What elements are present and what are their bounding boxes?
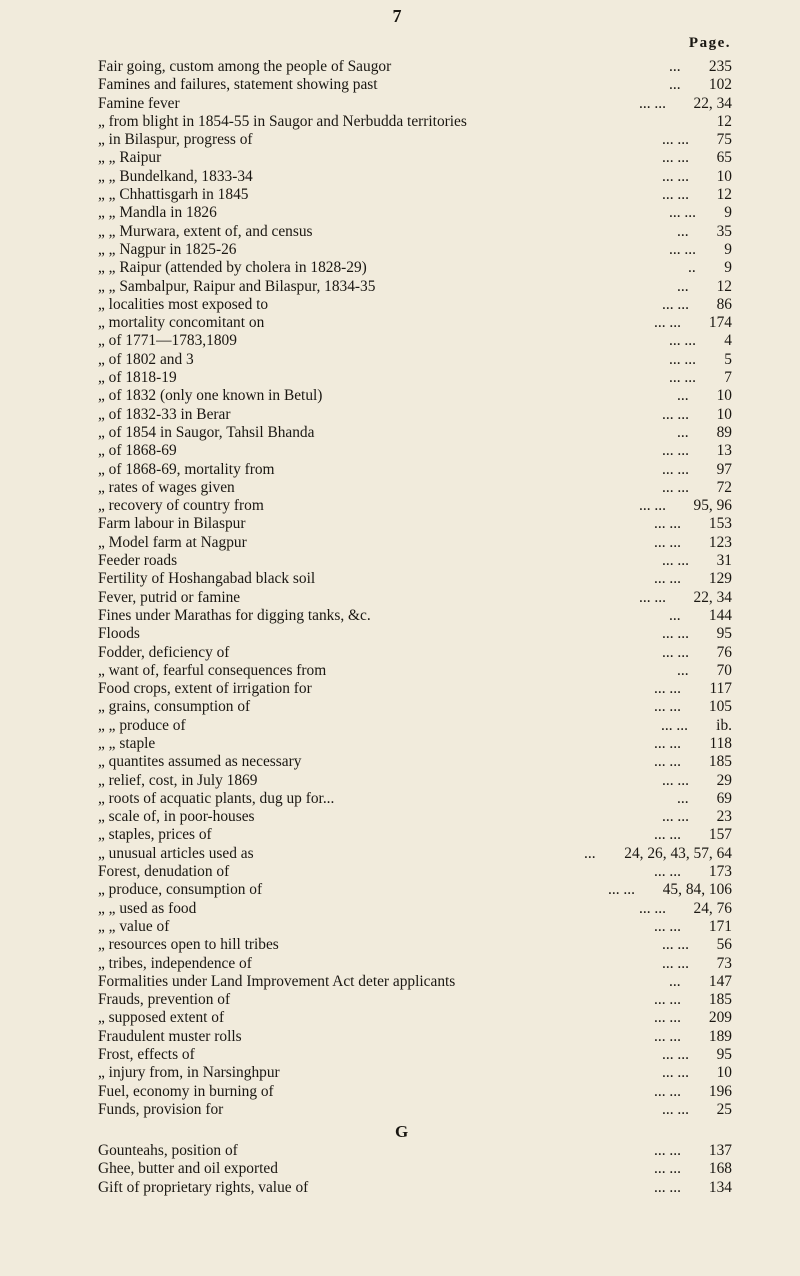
entry-text: Fuel, economy in burning of (98, 1082, 274, 1100)
leader-dots: ... ... (662, 771, 689, 789)
index-entry (98, 442, 732, 460)
entry-text: „ localities most exposed to (98, 295, 269, 313)
page-reference: 24, 76 (693, 899, 732, 917)
index-entry (98, 314, 732, 332)
page-reference: 24, 26, 43, 57, 64 (624, 844, 732, 862)
entry-text: Ghee, butter and oil exported (98, 1160, 278, 1178)
index-entry (98, 241, 732, 259)
leader-dots: ... (677, 423, 689, 441)
entry-text: Gift of proprietary rights, value of (98, 1178, 309, 1196)
page-reference: 31 (716, 552, 732, 570)
page-reference: 10 (716, 1064, 732, 1082)
leader-dots: ... ... (662, 936, 689, 954)
entry-text: „ want of, fearful consequences from (98, 661, 327, 679)
entry-text: „ „ Raipur (attended by cholera in 1828-29) (98, 259, 367, 277)
entry-text: „ in Bilaspur, progress of (98, 131, 253, 149)
page-reference: 95, 96 (693, 497, 732, 515)
page-reference: 117 (709, 680, 732, 698)
page-reference: 69 (716, 789, 732, 807)
entry-text: „ „ Murwara, extent of, and census (98, 222, 313, 240)
leader-dots: ... ... (654, 863, 681, 881)
leader-dots: ... ... (669, 240, 696, 258)
index-entry (98, 955, 732, 973)
leader-dots: ... ... (662, 1046, 689, 1064)
entry-text: Fodder, deficiency of (98, 643, 230, 661)
index-entry (98, 534, 732, 552)
entry-text: „ produce, consumption of (98, 881, 263, 899)
index-entries-g (98, 1142, 732, 1197)
entry-text: Fair going, custom among the people of Saugor (98, 58, 392, 75)
page-reference: 196 (708, 1082, 732, 1100)
leader-dots: ... (669, 606, 681, 624)
section-letter-g: G (395, 1122, 409, 1141)
page-reference: 70 (716, 661, 732, 679)
leader-dots: ... ... (639, 497, 666, 515)
leader-dots: ... ... (662, 167, 689, 185)
index-entry (98, 95, 732, 113)
leader-dots: ... ... (662, 131, 689, 149)
page-reference: 65 (716, 149, 732, 167)
entry-text: „ Model farm at Nagpur (98, 533, 247, 551)
entry-text: Floods (98, 625, 140, 643)
leader-dots: ... ... (654, 1142, 681, 1159)
leader-dots: ... ... (662, 460, 689, 478)
index-entry (98, 772, 732, 790)
page-reference: 10 (716, 167, 732, 185)
index-entry (98, 131, 732, 149)
index-entry (98, 973, 732, 991)
index-entry (98, 589, 732, 607)
index-entry (98, 1101, 732, 1119)
entry-text: Frauds, prevention of (98, 991, 231, 1009)
leader-dots: ... ... (608, 881, 635, 899)
entry-text: „ resources open to hill tribes (98, 936, 279, 954)
entry-text: „ of 1832-33 in Berar (98, 405, 231, 423)
index-entry (98, 149, 732, 167)
page-reference: 12 (716, 277, 732, 295)
leader-dots: .. (688, 259, 696, 277)
entry-text: Famine fever (98, 94, 180, 112)
page-reference: 129 (708, 570, 732, 588)
leader-dots: ... ... (669, 369, 696, 387)
page-reference: 29 (716, 771, 732, 789)
index-entry (98, 387, 732, 405)
index-entry (98, 461, 732, 479)
page-reference: 13 (716, 442, 732, 460)
entry-text: Funds, provision for (98, 1100, 224, 1118)
index-entry (98, 204, 732, 222)
page-reference: 235 (708, 58, 732, 75)
entry-text: „ supposed extent of (98, 1009, 225, 1027)
entry-text: „ of 1868-69 (98, 442, 177, 460)
page-number: 7 (392, 6, 402, 26)
page-reference: 185 (708, 753, 732, 771)
page-reference: 72 (716, 478, 732, 496)
leader-dots: ... ... (669, 332, 696, 350)
index-entry (98, 662, 732, 680)
entry-text: „ staples, prices of (98, 826, 212, 844)
index-entry (98, 881, 732, 899)
entry-text: „ „ Sambalpur, Raipur and Bilaspur, 1834-35 (98, 277, 376, 295)
index-entry (98, 1142, 732, 1160)
page-reference: 105 (708, 698, 732, 716)
leader-dots: ... ... (662, 442, 689, 460)
entry-text: Fever, putrid or famine (98, 588, 241, 606)
page-reference: 89 (716, 423, 732, 441)
page-reference: ib. (716, 716, 732, 734)
page-reference: 4 (724, 332, 732, 350)
index-entry (98, 351, 732, 369)
entry-text: „ rates of wages given (98, 478, 235, 496)
page-reference: 134 (708, 1178, 732, 1196)
leader-dots: ... ... (662, 149, 689, 167)
index-entry (98, 845, 732, 863)
page-reference: 137 (708, 1142, 732, 1159)
leader-dots: ... ... (654, 570, 681, 588)
leader-dots: ... ... (662, 552, 689, 570)
entry-text: „ mortality concomitant on (98, 314, 265, 332)
page-reference: 157 (708, 826, 732, 844)
page-reference: 76 (716, 643, 732, 661)
leader-dots: ... (584, 844, 596, 862)
leader-dots: ... (677, 661, 689, 679)
entry-text: „ unusual articles used as (98, 844, 254, 862)
leader-dots: ... ... (662, 1100, 689, 1118)
leader-dots: ... (677, 277, 689, 295)
page-reference: 35 (716, 222, 732, 240)
page-reference: 25 (716, 1100, 732, 1118)
index-entry (98, 406, 732, 424)
entry-text: „ „ Raipur (98, 149, 162, 167)
entry-text: Frost, effects of (98, 1046, 195, 1064)
page-reference: 168 (708, 1160, 732, 1178)
index-entry (98, 168, 732, 186)
page-reference: 86 (716, 295, 732, 313)
entry-text: Farm labour in Bilaspur (98, 515, 246, 533)
index-entry (98, 735, 732, 753)
leader-dots: ... ... (654, 734, 681, 752)
index-entry (98, 991, 732, 1009)
leader-dots: ... ... (669, 204, 696, 222)
leader-dots: ... ... (662, 186, 689, 204)
leader-dots: ... ... (662, 478, 689, 496)
index-entry (98, 1028, 732, 1046)
page-reference: 185 (708, 991, 732, 1009)
entry-text: „ grains, consumption of (98, 698, 251, 716)
page-reference: 95 (716, 1046, 732, 1064)
index-entry (98, 790, 732, 808)
leader-dots: ... (669, 76, 681, 94)
entry-text: „ of 1868-69, mortality from (98, 460, 275, 478)
index-entry (98, 808, 732, 826)
page-reference: 144 (708, 606, 732, 624)
index-entry (98, 918, 732, 936)
page-reference: 147 (708, 972, 732, 990)
index-entry (98, 296, 732, 314)
leader-dots: ... ... (654, 826, 681, 844)
index-entry (98, 332, 732, 350)
page-reference: 123 (708, 533, 732, 551)
entry-text: „ „ staple (98, 734, 156, 752)
index-entry (98, 863, 732, 881)
leader-dots: ... ... (654, 753, 681, 771)
index-entry (98, 644, 732, 662)
index-entry (98, 223, 732, 241)
entry-text: „ „ produce of (98, 716, 186, 734)
leader-dots: ... ... (662, 954, 689, 972)
entry-text: „ of 1818-19 (98, 369, 177, 387)
entry-text: Food crops, extent of irrigation for (98, 680, 312, 698)
index-entries-f (98, 58, 732, 1119)
entry-text: „ „ value of (98, 917, 170, 935)
page-reference: 9 (724, 259, 732, 277)
index-entry (98, 113, 732, 131)
leader-dots: ... ... (654, 1160, 681, 1178)
page-reference: 171 (708, 917, 732, 935)
leader-dots: ... ... (661, 716, 688, 734)
index-entry (98, 186, 732, 204)
page-reference: 173 (708, 863, 732, 881)
page-reference: 22, 34 (693, 94, 732, 112)
page-reference: 102 (708, 76, 732, 94)
page-reference: 7 (724, 369, 732, 387)
entry-text: „ scale of, in poor-houses (98, 808, 255, 826)
index-entry (98, 698, 732, 716)
page-reference: 10 (716, 387, 732, 405)
index-entry (98, 424, 732, 442)
index-entry (98, 1179, 732, 1197)
page-reference: 5 (724, 350, 732, 368)
entry-text: Fertility of Hoshangabad black soil (98, 570, 316, 588)
entry-text: „ of 1771—1783,1809 (98, 332, 237, 350)
index-entry (98, 369, 732, 387)
leader-dots: ... ... (639, 94, 666, 112)
index-entry (98, 259, 732, 277)
page-reference: 95 (716, 625, 732, 643)
page-reference: 9 (724, 240, 732, 258)
entry-text: „ of 1832 (only one known in Betul) (98, 387, 323, 405)
entry-text: „ tribes, independence of (98, 954, 252, 972)
page-reference: 12 (716, 186, 732, 204)
page-reference: 209 (708, 1009, 732, 1027)
leader-dots: ... ... (662, 808, 689, 826)
index-entry (98, 552, 732, 570)
page-reference: 75 (716, 131, 732, 149)
leader-dots: ... ... (662, 405, 689, 423)
index-entry (98, 1160, 732, 1178)
index-entry (98, 900, 732, 918)
entry-text: Famines and failures, statement showing past (98, 76, 378, 94)
leader-dots: ... ... (654, 314, 681, 332)
leader-dots: ... ... (654, 1027, 681, 1045)
entry-text: Fines under Marathas for digging tanks, &c. (98, 606, 371, 624)
entry-text: „ recovery of country from (98, 497, 264, 515)
page-reference: 23 (716, 808, 732, 826)
leader-dots: ... (677, 222, 689, 240)
leader-dots: ... ... (662, 625, 689, 643)
index-entry (98, 58, 732, 76)
leader-dots: ... ... (662, 1064, 689, 1082)
leader-dots: ... ... (669, 350, 696, 368)
leader-dots: ... ... (654, 1178, 681, 1196)
entry-text: Feeder roads (98, 552, 178, 570)
leader-dots: ... ... (654, 991, 681, 1009)
page-reference: 56 (716, 936, 732, 954)
leader-dots: ... ... (654, 1009, 681, 1027)
index-entry (98, 570, 732, 588)
page-reference: 73 (716, 954, 732, 972)
index-entry (98, 625, 732, 643)
leader-dots: ... (669, 972, 681, 990)
leader-dots: ... ... (654, 533, 681, 551)
leader-dots: ... (677, 789, 689, 807)
entry-text: „ „ Chhattisgarh in 1845 (98, 186, 249, 204)
page-reference: 153 (708, 515, 732, 533)
index-entry (98, 1009, 732, 1027)
leader-dots: ... ... (654, 680, 681, 698)
page-reference: 174 (708, 314, 732, 332)
page-reference: 9 (724, 204, 732, 222)
entry-text: „ from blight in 1854-55 in Saugor and Nerbudda territories (98, 112, 467, 130)
entry-text: „ roots of acquatic plants, dug up for... (98, 789, 335, 807)
leader-dots: ... ... (662, 295, 689, 313)
leader-dots: ... (677, 387, 689, 405)
index-entry (98, 717, 732, 735)
index-entry (98, 1083, 732, 1101)
entry-text: Forest, denudation of (98, 863, 230, 881)
page-reference: 189 (708, 1027, 732, 1045)
index-entry (98, 76, 732, 94)
leader-dots: ... ... (654, 1082, 681, 1100)
entry-text: „ „ used as food (98, 899, 197, 917)
page-reference: 97 (716, 460, 732, 478)
page-reference: 10 (716, 405, 732, 423)
index-entry (98, 278, 732, 296)
index-entry (98, 515, 732, 533)
entry-text: „ „ Mandla in 1826 (98, 204, 217, 222)
leader-dots: ... ... (639, 588, 666, 606)
index-entry (98, 826, 732, 844)
entry-text: Formalities under Land Improvement Act deter applicants (98, 972, 456, 990)
index-entry (98, 680, 732, 698)
page-reference: 45, 84, 106 (662, 881, 732, 899)
leader-dots: ... ... (654, 698, 681, 716)
entry-text: „ „ Nagpur in 1825-26 (98, 240, 237, 258)
entry-text: „ of 1802 and 3 (98, 350, 194, 368)
index-entry (98, 753, 732, 771)
entry-text: Gounteahs, position of (98, 1142, 238, 1159)
page-reference: 22, 34 (693, 588, 732, 606)
index-entry (98, 936, 732, 954)
page-column-header: Page. (688, 35, 731, 51)
entry-text: „ „ Bundelkand, 1833-34 (98, 167, 253, 185)
leader-dots: ... ... (639, 899, 666, 917)
entry-text: „ of 1854 in Saugor, Tahsil Bhanda (98, 423, 315, 441)
entry-text: „ injury from, in Narsinghpur (98, 1064, 280, 1082)
leader-dots: ... ... (654, 515, 681, 533)
leader-dots: ... (669, 58, 681, 75)
index-entry (98, 1046, 732, 1064)
index-entry (98, 607, 732, 625)
index-entry (98, 497, 732, 515)
entry-text: Fraudulent muster rolls (98, 1027, 242, 1045)
page-reference: 12 (716, 112, 732, 130)
entry-text: „ quantites assumed as necessary (98, 753, 302, 771)
entry-text: „ relief, cost, in July 1869 (98, 771, 258, 789)
index-entry (98, 1064, 732, 1082)
index-entry (98, 479, 732, 497)
page-reference: 118 (709, 734, 732, 752)
leader-dots: ... ... (654, 917, 681, 935)
leader-dots: ... ... (662, 643, 689, 661)
